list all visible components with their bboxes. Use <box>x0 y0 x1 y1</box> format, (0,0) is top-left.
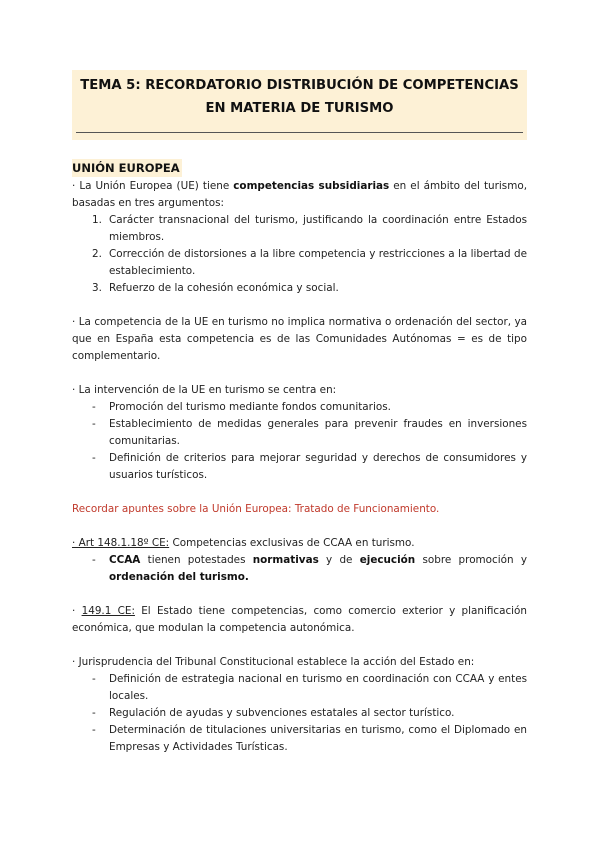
list-item <box>72 450 527 484</box>
eu-p1-post: en el ámbito del turismo, basadas en tres argumentos: <box>72 180 527 209</box>
title-block <box>72 70 527 140</box>
spacer <box>72 637 527 654</box>
text-fragment: sobre promoción y <box>415 554 527 566</box>
bold-normativas: normativas <box>252 554 319 566</box>
list-item-text: Promoción del turismo mediante fondos comunitarios. <box>109 401 391 413</box>
bold-ordenacion: ordenación del turismo. <box>109 571 249 583</box>
list-item-text: Regulación de ayudas y subvenciones estatales al sector turístico. <box>109 707 455 719</box>
list-number: 2. <box>92 248 102 260</box>
title-line-1: TEMA 5: RECORDATORIO DISTRIBUCIÓN DE COMPETENCIAS <box>80 78 519 93</box>
art149-paragraph <box>72 603 527 637</box>
list-item-text: Definición de criterios para mejorar seguridad y derechos de consumidores y usuarios turísticos. <box>109 452 527 481</box>
tc-intro: · Jurisprudencia del Tribunal Constitucional establece la acción del Estado en: <box>72 656 475 668</box>
tc-list <box>72 671 527 756</box>
art149-reference: 149.1 CE: <box>81 605 135 617</box>
section-heading-eu: UNIÓN EUROPEA <box>72 161 180 175</box>
spacer <box>72 518 527 535</box>
bullet-dot: · <box>72 605 82 617</box>
eu-p1-bold: competencias subsidiarias <box>233 180 390 192</box>
list-number: 3. <box>92 282 102 294</box>
bold-ccaa: CCAA <box>109 554 141 566</box>
spacer <box>72 484 527 501</box>
list-dash: - <box>92 401 96 413</box>
list-dash: - <box>92 724 96 736</box>
bold-ejecucion: ejecución <box>359 554 416 566</box>
list-item <box>72 399 527 416</box>
art148-text: Competencias exclusivas de CCAA en turismo. <box>169 537 415 549</box>
list-item <box>72 671 527 705</box>
eu-interventions-list <box>72 399 527 484</box>
text-fragment: y de <box>318 554 360 566</box>
list-item-text: Refuerzo de la cohesión económica y social. <box>109 282 339 294</box>
list-item <box>72 246 527 280</box>
list-item-text: Definición de estrategia nacional en turismo en coordinación con CCAA y entes locales. <box>109 673 527 702</box>
art148-list <box>72 552 527 586</box>
list-item <box>72 212 527 246</box>
spacer <box>72 365 527 382</box>
list-dash: - <box>92 707 96 719</box>
list-item-text: Determinación de titulaciones universitarias en turismo, como el Diplomado en Empresas y Actividades Turísticas. <box>109 724 527 753</box>
eu-arguments-list <box>72 212 527 297</box>
list-dash: - <box>92 418 96 430</box>
list-item <box>72 722 527 756</box>
list-item <box>72 280 527 297</box>
list-item <box>72 705 527 722</box>
spacer <box>72 586 527 603</box>
spacer <box>72 297 527 314</box>
art149-text: El Estado tiene competencias, como comercio exterior y planificación económica, que modulan la competencia autonómica. <box>72 605 527 634</box>
list-dash: - <box>92 554 96 566</box>
art148-reference: · Art 148.1.18º CE: <box>72 537 170 549</box>
eu-p1-pre: · La Unión Europea (UE) tiene <box>72 180 234 192</box>
eu-paragraph-2: · La competencia de la UE en turismo no implica normativa o ordenación del sector, ya que en España esta competencia es de las Comunidades Autónomas = es de tipo complementario. <box>72 316 527 362</box>
reminder-note: Recordar apuntes sobre la Unión Europea: Tratado de Funcionamiento. <box>72 503 440 515</box>
eu-paragraph-3: · La intervención de la UE en turismo se centra en: <box>72 384 337 396</box>
list-item-text: Corrección de distorsiones a la libre competencia y restricciones a la libertad de establecimiento. <box>109 248 527 277</box>
text-fragment: tienen potestades <box>140 554 253 566</box>
list-item <box>72 552 527 586</box>
list-dash: - <box>92 452 96 464</box>
list-number: 1. <box>92 214 102 226</box>
art148-paragraph <box>72 535 527 552</box>
title-line-2: EN MATERIA DE TURISMO <box>205 101 394 116</box>
list-item-text: Carácter transnacional del turismo, justificando la coordinación entre Estados miembros. <box>109 214 527 243</box>
title-divider <box>76 132 523 133</box>
list-item <box>72 416 527 450</box>
list-dash: - <box>92 673 96 685</box>
eu-paragraph-1 <box>72 178 527 212</box>
document-body <box>72 159 527 756</box>
list-item-text: Establecimiento de medidas generales para prevenir fraudes en inversiones comunitarias. <box>109 418 527 447</box>
